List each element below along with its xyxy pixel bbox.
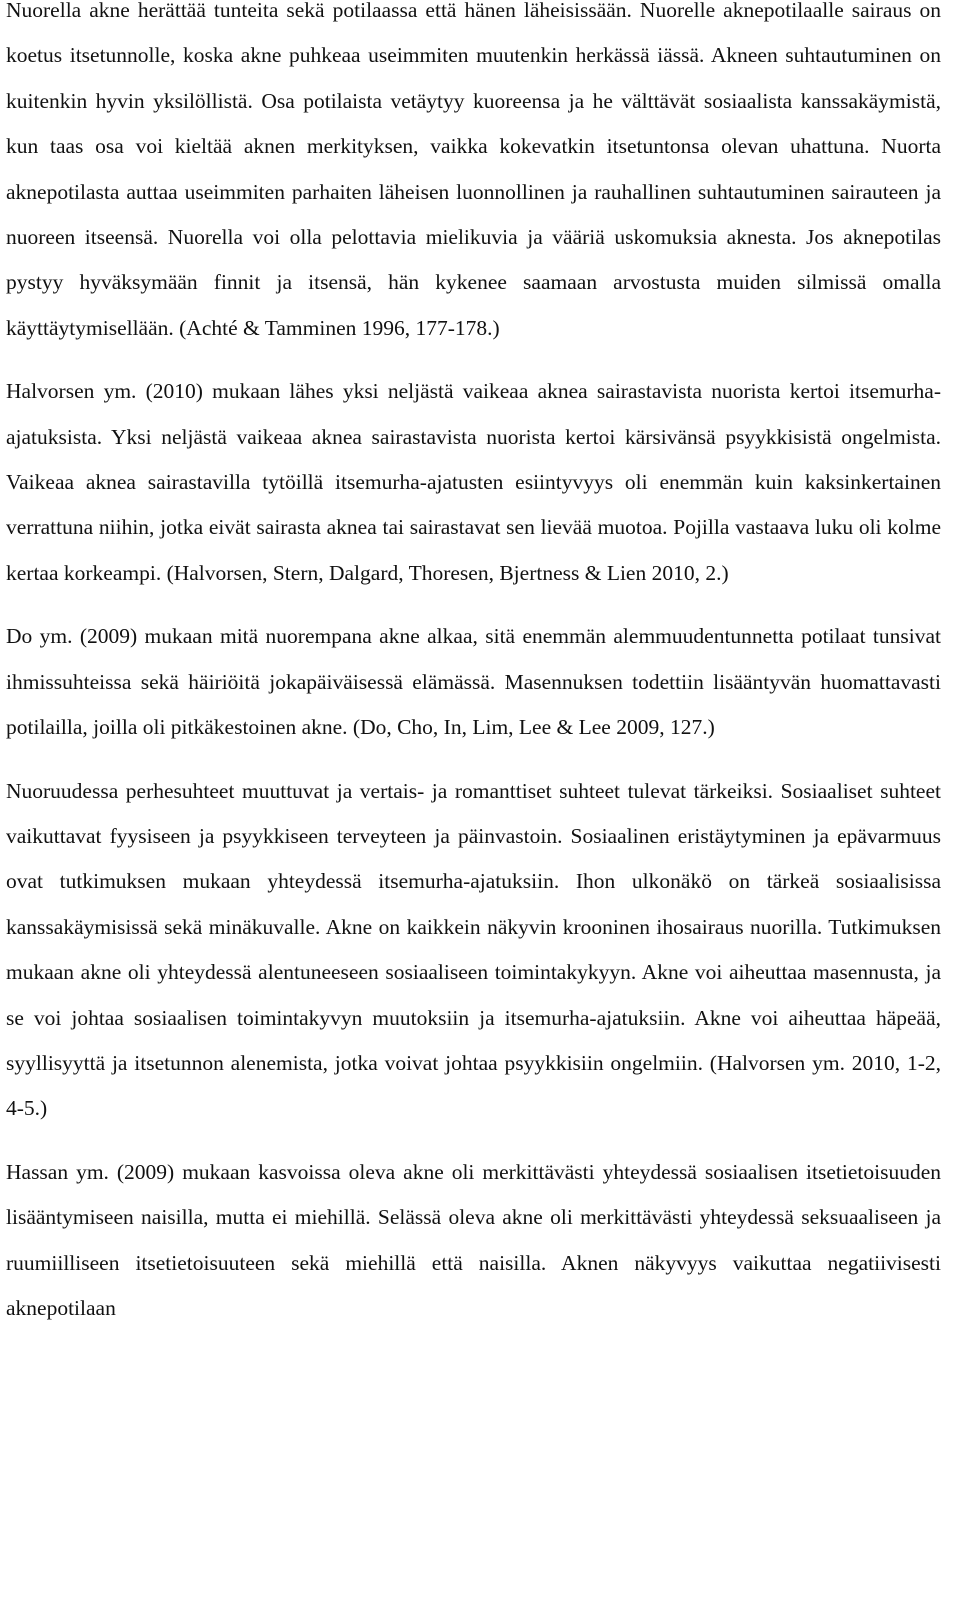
- paragraph-do-study: Do ym. (2009) mukaan mitä nuorempana akne alkaa, sitä enemmän alemmuudentunnetta potilaat tunsivat ihmissuhteissa sekä häiriöitä jokapäiväisessä elämässä. Masennuksen todettiin lisääntyvän huomattavasti potilailla, joilla oli pitkäkestoinen akne. (Do, Cho, In, Lim, Lee & Lee 2009, 127.): [6, 624, 941, 740]
- document-page: [6, 0, 941, 1331]
- paragraph-halvorsen-study: Halvorsen ym. (2010) mukaan lähes yksi neljästä vaikeaa aknea sairastavista nuorista kertoi itsemurha-ajatuksista. Yksi neljästä vaikeaa aknea sairastavista nuorista kertoi kärsivänsä psyykkisistä ongelmista. Vaikeaa aknea sairastavilla tytöillä itsemurha-ajatusten esiintyvyys oli enemmän kuin kaksinkertainen verrattuna niihin, jotka eivät sairasta aknea tai sairastavat sen lievää muotoa. Pojilla vastaava luku oli kolme kertaa korkeampi. (Halvorsen, Stern, Dalgard, Thoresen, Bjertness & Lien 2010, 2.): [6, 379, 941, 585]
- paragraph-hassan-study: Hassan ym. (2009) mukaan kasvoissa oleva akne oli merkittävästi yhteydessä sosiaalisen itsetietoisuuden lisääntymiseen naisilla, mutta ei miehillä. Selässä oleva akne oli merkittävästi yhteydessä seksuaaliseen ja ruumiilliseen itsetietoisuuteen sekä miehillä että naisilla. Aknen näkyvyys vaikuttaa negatiivisesti aknepotilaan: [6, 1159, 941, 1320]
- paragraph-social-relations: Nuoruudessa perhesuhteet muuttuvat ja vertais- ja romanttiset suhteet tulevat tärkeiksi. Sosiaaliset suhteet vaikuttavat fyysiseen ja psyykkiseen terveyteen ja päinvastoin. Sosiaalinen eristäytyminen ja epävarmuus ovat tutkimuksen mukaan yhteydessä itsemurha-ajatuksiin. Ihon ulkonäkö on tärkeä sosiaalisissa kanssakäymisissä sekä minäkuvalle. Akne on kaikkein näkyvin krooninen ihosairaus nuorilla. Tutkimuksen mukaan akne oli yhteydessä alentuneeseen sosiaaliseen toimintakykyyn. Akne voi aiheuttaa masennusta, ja se voi johtaa sosiaalisen toimintakyvyn muutoksiin ja itsemurha-ajatuksiin. Akne voi aiheuttaa häpeää, syyllisyyttä ja itsetunnon alenemista, jotka voivat johtaa psyykkisiin ongelmiin. (Halvorsen ym. 2010, 1-2, 4-5.): [6, 778, 941, 1121]
- paragraph-acne-emotions: Nuorella akne herättää tunteita sekä potilaassa että hänen läheisissään. Nuorelle aknepotilaalle sairaus on koetus itsetunnolle, koska akne puhkeaa useimmiten muutenkin herkässä iässä. Akneen suhtautuminen on kuitenkin hyvin yksilöllistä. Osa potilaista vetäytyy kuoreensa ja he välttävät sosiaalista kanssakäymistä, kun taas osa voi kieltää aknen merkityksen, vaikka kokevatkin itsetuntonsa olevan uhattuna. Nuorta aknepotilasta auttaa useimmiten parhaiten läheisen luonnollinen ja rauhallinen suhtautuminen sairauteen ja nuoreen itseensä. Nuorella voi olla pelottavia mielikuvia ja vääriä uskomuksia aknesta. Jos aknepotilas pystyy hyväksymään finnit ja itsensä, hän kykenee saamaan arvostusta muiden silmissä omalla käyttäytymisellään. (Achté & Tamminen 1996, 177-178.): [6, 0, 941, 340]
